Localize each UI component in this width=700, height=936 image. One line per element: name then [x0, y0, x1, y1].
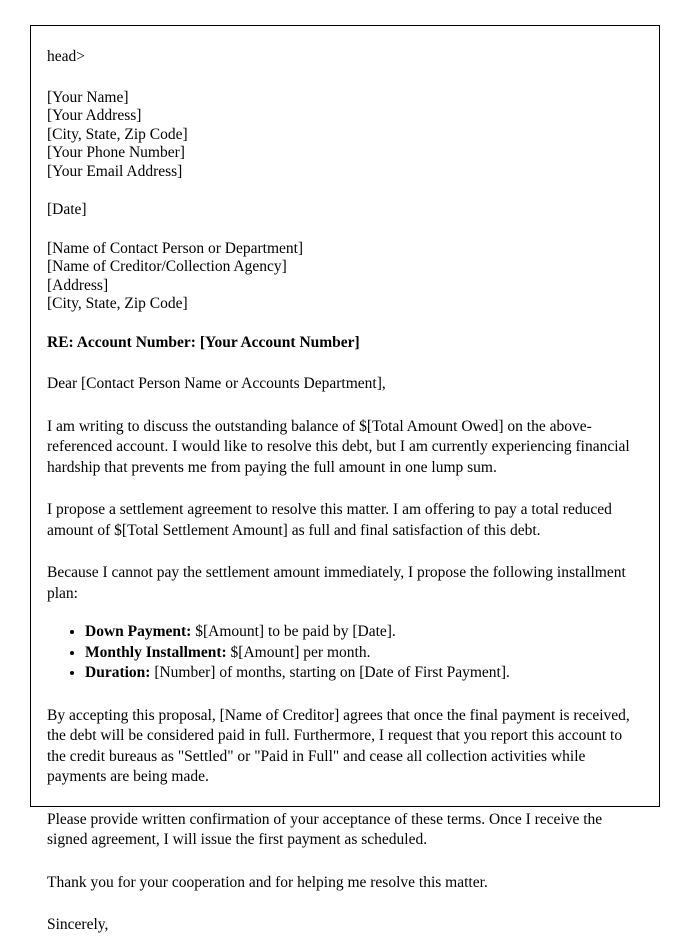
installment-terms-list: [47, 622, 641, 684]
paragraph-thank-you: Thank you for your cooperation and for helping me resolve this matter.: [47, 873, 488, 891]
recipient-line-creditor: [Name of Creditor/Collection Agency]: [47, 258, 287, 275]
sender-line-phone: [Your Phone Number]: [47, 144, 185, 161]
sender-line-name: [Your Name]: [47, 88, 129, 106]
paragraph-settlement-offer: I propose a settlement agreement to resolve this matter. I am offering to pay a total reduced amount of $[Total Settlement Amount] as full and final satisfaction of this debt.: [47, 501, 612, 539]
spacer: [47, 684, 641, 706]
subject-line: RE: Account Number: [Your Account Number]: [47, 333, 360, 351]
paragraph-written-confirmation: Please provide written confirmation of your acceptance of these terms. Once I receive the signed agreement, I will issue the first payment as scheduled.: [47, 810, 603, 848]
spacer: [47, 893, 641, 915]
recipient-address-block: [47, 240, 641, 314]
term-label-down-payment: Down Payment:: [85, 623, 192, 640]
spacer: [47, 314, 641, 334]
paragraph-installment-intro: Because I cannot pay the settlement amount immediately, I propose the following installment plan:: [47, 564, 626, 602]
salutation: Dear [Contact Person Name or Accounts Department],: [47, 375, 386, 392]
list-item: [85, 663, 641, 684]
sender-line-address: [Your Address]: [47, 107, 142, 124]
spacer: [47, 541, 641, 563]
sender-address-block: [47, 89, 641, 182]
term-text-down-payment: $[Amount] to be paid by [Date].: [191, 623, 396, 640]
paragraph-acceptance-terms: By accepting this proposal, [Name of Creditor] agrees that once the final payment is received, the debt will be considered paid in full. Furthermore, I request that you report this account to the credit bureaus as "Settled" or "Paid in Full" and cease all collection activities while payments are being made.: [47, 706, 630, 785]
spacer: [47, 67, 641, 89]
closing-line-clipped: Sincerely,: [47, 916, 109, 933]
spacer: [47, 220, 641, 240]
spacer: [47, 604, 641, 622]
sender-line-email: [Your Email Address]: [47, 162, 183, 180]
date-line: [Date]: [47, 201, 87, 218]
stray-markup-text: head>: [47, 48, 86, 65]
term-label-monthly-installment: Monthly Installment:: [85, 643, 227, 661]
recipient-line-city-state-zip: [City, State, Zip Code]: [47, 295, 188, 312]
document-content: [47, 48, 641, 933]
spacer: [47, 851, 641, 873]
list-item: [85, 622, 641, 643]
spacer: [47, 395, 641, 417]
spacer: [47, 352, 641, 374]
recipient-line-contact: [Name of Contact Person or Department]: [47, 239, 304, 257]
term-label-duration: Duration:: [85, 664, 151, 681]
spacer: [47, 181, 641, 201]
spacer: [47, 788, 641, 810]
paragraph-balance-intro: I am writing to discuss the outstanding balance of $[Total Amount Owed] on the above-referenced account. I would like to resolve this debt, but I am currently experiencing financial hardship that prevents me from paying the full amount in one lump sum.: [47, 417, 630, 476]
spacer: [47, 478, 641, 500]
list-item: [85, 643, 641, 664]
term-text-duration: [Number] of months, starting on [Date of First Payment].: [150, 664, 510, 681]
recipient-line-address: [Address]: [47, 276, 109, 294]
sender-line-city-state-zip: [City, State, Zip Code]: [47, 125, 188, 143]
term-text-monthly-installment: $[Amount] per month.: [226, 643, 371, 661]
document-page: [30, 25, 660, 933]
